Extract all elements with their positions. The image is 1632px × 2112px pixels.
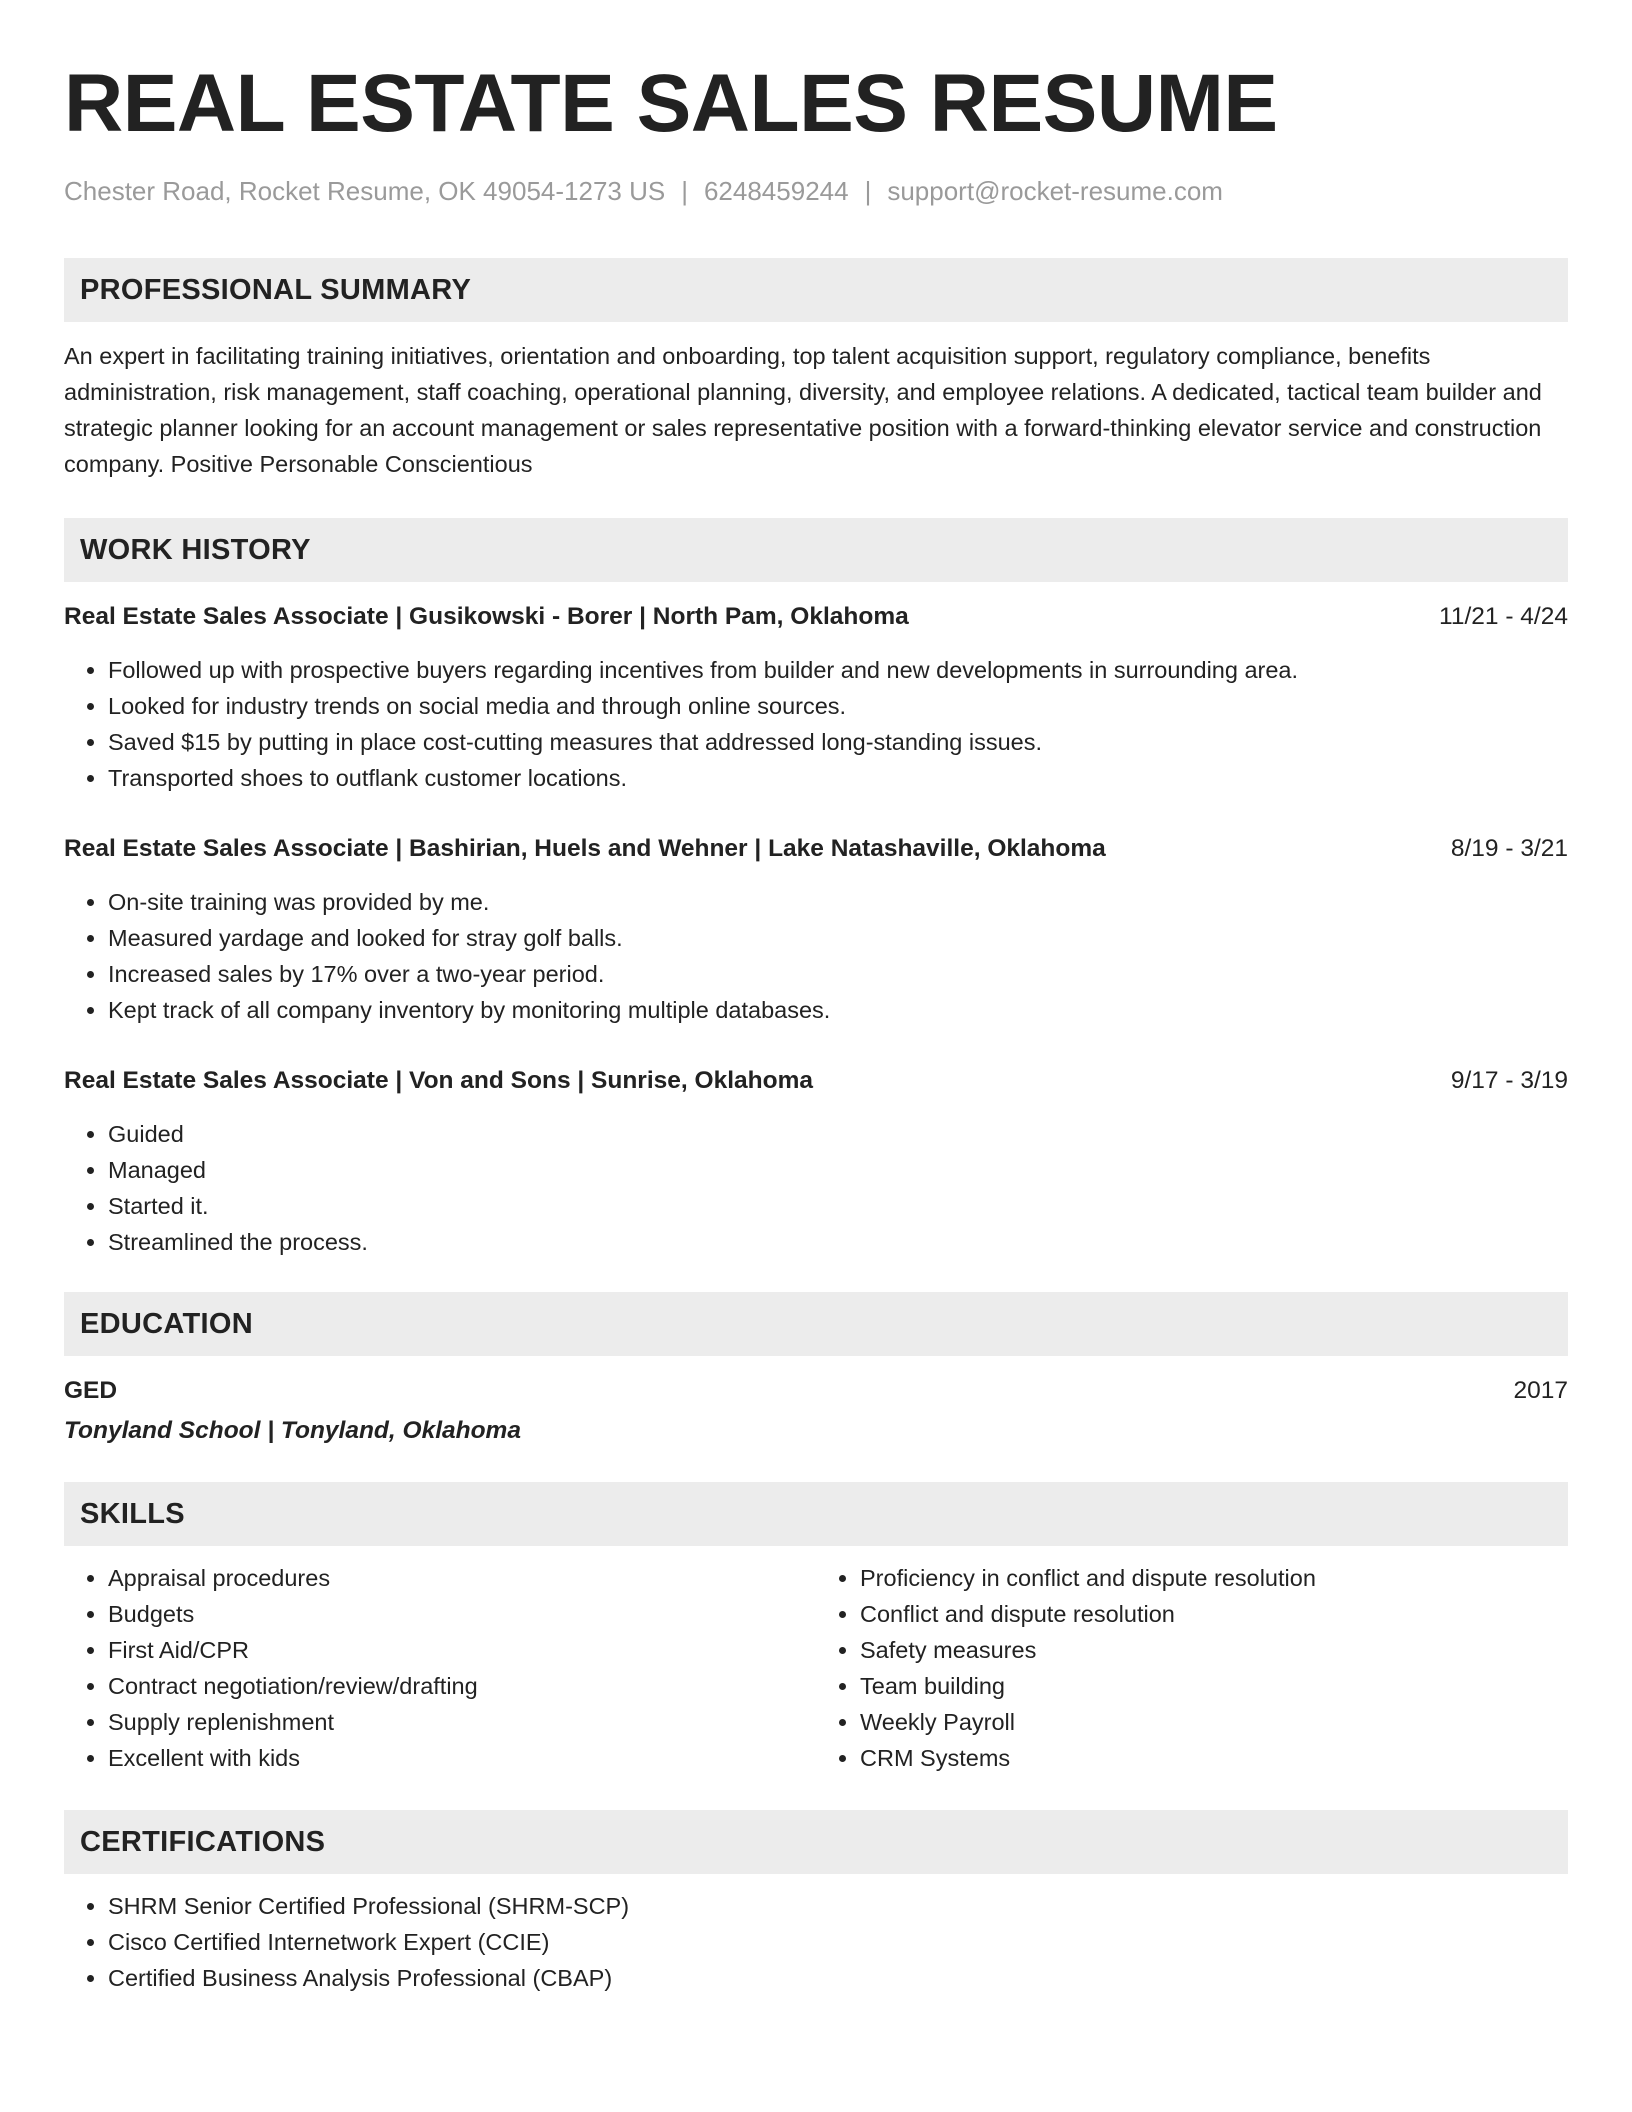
skill-item: • CRM Systems [860,1740,1568,1776]
section-header-education: EDUCATION [64,1292,1568,1356]
certification-item: • Cisco Certified Internetwork Expert (CCIE) [108,1924,1568,1960]
job-bullets [64,884,1568,1028]
skill-item: • Appraisal procedures [108,1560,816,1596]
job-header [64,1064,1568,1098]
job-bullet: • Looked for industry trends on social media and through online sources. [108,688,1568,724]
section-header-work-history: WORK HISTORY [64,518,1568,582]
skill-item: • Safety measures [860,1632,1568,1668]
skill-item: • Weekly Payroll [860,1704,1568,1740]
job-bullet: • Followed up with prospective buyers regarding incentives from builder and new developments in surrounding area. [108,652,1568,688]
job-bullets [64,1116,1568,1260]
skill-item: • Team building [860,1668,1568,1704]
job-entry [64,1064,1568,1260]
job-bullet: • Increased sales by 17% over a two-year period. [108,956,1568,992]
section-header-certifications: CERTIFICATIONS [64,1810,1568,1874]
job-dates: 9/17 - 3/19 [1450,1067,1568,1094]
education-year: 2017 [1513,1377,1568,1404]
certifications-list-wrapper [64,1888,1568,1996]
job-bullet: • Kept track of all company inventory by monitoring multiple databases. [108,992,1568,1028]
contact-phone: 6248459244 [703,176,849,206]
job-dates: 8/19 - 3/21 [1450,835,1568,862]
job-title: Real Estate Sales Associate | Gusikowski - Borer | North Pam, Oklahoma [64,603,909,630]
contact-email: support@rocket-resume.com [887,176,1223,206]
job-bullet: • Managed [108,1152,1568,1188]
section-header-summary: PROFESSIONAL SUMMARY [64,258,1568,322]
certification-item: • Certified Business Analysis Professional (CBAP) [108,1960,1568,1996]
skill-item: • Conflict and dispute resolution [860,1596,1568,1632]
job-bullet: • Transported shoes to outflank customer locations. [108,760,1568,796]
job-title: Real Estate Sales Associate | Von and Sons | Sunrise, Oklahoma [64,1067,813,1094]
job-header [64,600,1568,634]
job-bullet: • Measured yardage and looked for stray golf balls. [108,920,1568,956]
contact-separator: | [681,176,688,206]
certification-item: • SHRM Senior Certified Professional (SHRM-SCP) [108,1888,1568,1924]
skill-item: • Supply replenishment [108,1704,816,1740]
skill-item: • Budgets [108,1596,816,1632]
skill-item: • Excellent with kids [108,1740,816,1776]
job-title: Real Estate Sales Associate | Bashirian, Huels and Wehner | Lake Natashaville, Oklahoma [64,835,1106,862]
certifications-list [64,1888,1568,1996]
skill-item: • First Aid/CPR [108,1632,816,1668]
job-bullet: • Started it. [108,1188,1568,1224]
job-header [64,832,1568,866]
education-degree: GED [64,1377,118,1404]
skill-item: • Contract negotiation/review/drafting [108,1668,816,1704]
education-header [64,1374,1568,1408]
contact-address: Chester Road, Rocket Resume, OK 49054-1273 US [64,176,666,206]
summary-text: An expert in facilitating training initiatives, orientation and onboarding, top talent acquisition support, regulatory compliance, benefits administration, risk management, staff coaching, operational planning, diversity, and employee relations. A dedicated, tactical team builder and strategic planner looking for an account management or sales representative position with a forward-thinking elevator service and construction company. Positive Personable Conscientious [64,343,1542,477]
education-school: Tonyland School | Tonyland, Oklahoma [64,1417,521,1444]
job-dates: 11/21 - 4/24 [1439,603,1568,630]
contact-separator: | [864,176,872,206]
job-entry [64,600,1568,796]
skills-column-right [816,1560,1568,1776]
job-bullets [64,652,1568,796]
job-bullet: • Saved $15 by putting in place cost-cutting measures that addressed long-standing issues. [108,724,1568,760]
contact-line [64,174,1568,208]
skills-grid [64,1560,1568,1776]
skills-column-left [64,1560,816,1776]
job-bullet: • Streamlined the process. [108,1224,1568,1260]
section-header-skills: SKILLS [64,1482,1568,1546]
job-entry [64,832,1568,1028]
skill-item: • Proficiency in conflict and dispute resolution [860,1560,1568,1596]
job-bullet: • On-site training was provided by me. [108,884,1568,920]
resume-title: REAL ESTATE SALES RESUME [64,58,1278,149]
job-bullet: • Guided [108,1116,1568,1152]
